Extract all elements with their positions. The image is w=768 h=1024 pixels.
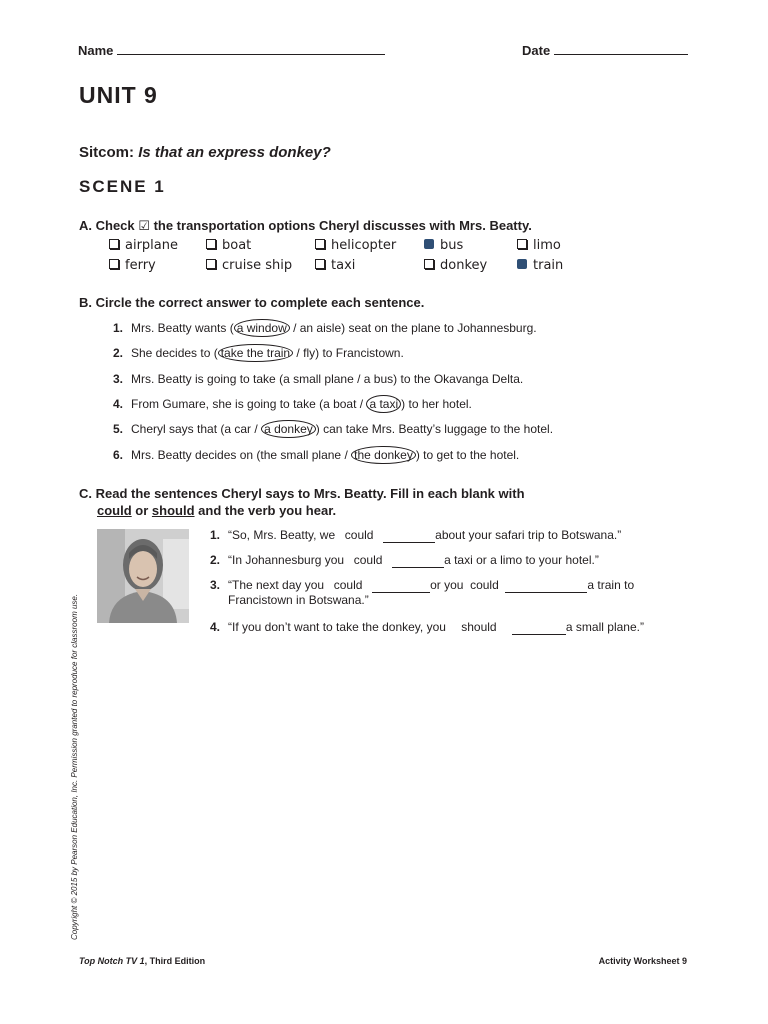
sentence-start: Mrs. Beatty is going to take ( [131, 371, 284, 386]
circled-answer: a taxi [366, 395, 401, 413]
answer-option: a car [224, 422, 252, 437]
sentence-c-1 [210, 528, 621, 543]
item-number: 1. [210, 528, 221, 542]
option-label: bus [440, 238, 464, 253]
could-word: could [97, 503, 132, 518]
footer-worksheet: Activity Worksheet 9 [598, 956, 687, 966]
sentence-start: Mrs. Beatty wants ( [131, 321, 234, 335]
sentence-c-4 [210, 620, 644, 635]
sentence-b-6 [113, 448, 519, 462]
checkbox-icon[interactable] [206, 259, 216, 269]
option-cruise-ship[interactable] [206, 258, 292, 273]
option-bus[interactable] [424, 238, 463, 253]
answer-word: could [353, 553, 383, 567]
item-number: 4. [113, 396, 124, 411]
should-word: should [151, 503, 195, 518]
fill-in-blank[interactable] [512, 620, 566, 635]
sentence-end: ) to her hotel. [401, 396, 472, 411]
section-a-instruction-pre: Check [95, 218, 135, 233]
option-label: taxi [331, 258, 356, 273]
sentence-end: a small plane.” [565, 620, 644, 634]
name-field [78, 43, 385, 58]
sentence-start: Mrs. Beatty decides on ( [131, 447, 261, 462]
name-label: Name [78, 43, 114, 58]
date-field [522, 43, 688, 58]
section-c-line1: Read the sentences Cheryl says to Mrs. Beatty. Fill in each blank with [95, 486, 525, 501]
sentence-c-3 [210, 578, 634, 607]
sitcom-title: Is that an express donkey? [138, 144, 331, 161]
section-b-instruction [79, 295, 424, 310]
item-number: 5. [113, 422, 124, 437]
item-number: 2. [210, 553, 221, 567]
option-airplane[interactable] [109, 238, 178, 253]
name-line [117, 54, 385, 55]
option-train[interactable] [517, 258, 563, 273]
sentence-end: about your safari trip to Botswana.” [435, 528, 622, 542]
footer-edition: , Third Edition [144, 956, 206, 966]
date-line [554, 54, 688, 55]
option-label: boat [222, 238, 252, 253]
option-separator: / [289, 321, 300, 335]
answer-option: fly [303, 346, 316, 361]
sentence-c-2 [210, 553, 599, 568]
circled-answer: the donkey [351, 446, 416, 464]
checkbox-icon[interactable] [315, 259, 325, 269]
fill-in-blank[interactable] [383, 528, 435, 543]
answer-option: a bus [363, 371, 394, 386]
circled-answer: a donkey [261, 420, 316, 438]
or-word: or [135, 503, 149, 518]
checkbox-checked-icon: ☑ [138, 218, 150, 233]
sentence-b-5 [113, 422, 553, 436]
checkbox-icon[interactable] [315, 239, 325, 249]
sentence-start: From Gumare, she is going to take ( [131, 396, 324, 411]
item-number: 1. [113, 321, 124, 335]
unit-title: UNIT 9 [79, 82, 158, 108]
option-label: ferry [125, 258, 156, 273]
option-donkey[interactable] [424, 258, 487, 273]
section-a-instruction-post: the transportation options Cheryl discusses with Mrs. Beatty. [153, 218, 532, 233]
fill-in-blank[interactable] [372, 578, 430, 593]
option-separator: / [293, 346, 304, 361]
footer-book [79, 956, 205, 966]
cheryl-photo [97, 529, 189, 623]
sitcom-heading [79, 144, 331, 161]
checkbox-icon[interactable] [109, 259, 119, 269]
option-separator: / [353, 371, 364, 386]
sentence-end: ) to Francistown. [315, 346, 404, 361]
copyright-notice: Copyright © 2015 by Pearson Education, Inc. Permission granted to reproduce for classroom use. [70, 593, 79, 940]
checkbox-icon[interactable] [424, 259, 434, 269]
option-label: airplane [125, 238, 178, 253]
section-c-letter: C. [79, 486, 92, 501]
sentence-end: ) seat on the plane to Johannesburg. [341, 321, 537, 335]
answer-option: a boat [323, 396, 357, 411]
answer-option: a small plane [283, 371, 354, 386]
section-b-letter: B. [79, 295, 92, 310]
option-label: train [533, 258, 564, 273]
circled-answer: a window [234, 319, 290, 337]
option-ferry[interactable] [109, 258, 156, 273]
sentence-start: Cheryl says that ( [131, 422, 225, 437]
section-b-instruction-text: Circle the correct answer to complete each sentence. [95, 295, 425, 310]
option-limo[interactable] [517, 238, 561, 253]
sentence-start: “If you don’t want to take the donkey, you [228, 620, 446, 634]
option-label: cruise ship [222, 258, 293, 273]
answer-word: could [344, 528, 374, 542]
option-label: helicopter [331, 238, 397, 253]
option-separator: / [251, 422, 262, 437]
checkbox-icon[interactable] [517, 239, 527, 249]
fill-in-blank[interactable] [392, 553, 444, 568]
date-label: Date [522, 43, 551, 58]
option-taxi[interactable] [315, 258, 355, 273]
checkbox-checked-icon[interactable] [517, 259, 527, 269]
sentence-start: She decides to ( [131, 346, 218, 361]
cheryl-portrait-image [97, 529, 189, 623]
sentence-middle: or you [430, 578, 464, 592]
option-label: limo [533, 238, 561, 253]
answer-option: the small plane [260, 447, 342, 462]
answer-word: should [461, 620, 497, 634]
sentence-start: “In Johannesburg you [228, 553, 345, 567]
sentence-b-3 [113, 372, 523, 386]
sitcom-label: Sitcom: [79, 144, 135, 161]
option-boat[interactable] [206, 238, 251, 253]
checkbox-checked-icon[interactable] [424, 239, 434, 249]
section-a-letter: A. [79, 218, 92, 233]
sentence-b-1 [113, 321, 537, 335]
checkbox-icon[interactable] [206, 239, 216, 249]
sentence-b-4 [113, 397, 472, 411]
option-helicopter[interactable] [315, 238, 396, 253]
option-label: donkey [440, 258, 488, 273]
item-number: 3. [113, 371, 124, 386]
answer-word: could [333, 578, 363, 592]
item-number: 6. [113, 447, 124, 462]
sentence-end: a train to [587, 578, 635, 592]
sentence-start: “So, Mrs. Beatty, we [228, 528, 336, 542]
checkbox-icon[interactable] [109, 239, 119, 249]
answer-word-2: could [470, 578, 499, 592]
sentence-end: ) to the Okavanga Delta. [393, 371, 524, 386]
footer-book-title: Top Notch TV 1 [79, 956, 145, 966]
sentence-continuation: Francistown in Botswana.” [228, 593, 369, 607]
item-number: 3. [210, 578, 221, 592]
item-number: 2. [113, 346, 124, 361]
section-a-instruction [79, 218, 532, 234]
sentence-end: ) can take Mrs. Beatty’s luggage to the hotel. [315, 422, 554, 437]
section-c-instruction [79, 485, 539, 519]
sentence-b-2 [113, 346, 404, 360]
option-separator: / [341, 447, 352, 462]
option-separator: / [356, 396, 367, 411]
scene-heading: SCENE 1 [79, 177, 166, 196]
section-c-line2: and the verb you hear. [198, 503, 337, 518]
circled-answer: take the train [218, 344, 293, 362]
sentence-end: a taxi or a limo to your hotel.” [444, 553, 599, 567]
fill-in-blank-2[interactable] [505, 578, 587, 593]
sentence-start: “The next day you [228, 578, 325, 592]
sentence-end: ) to get to the hotel. [415, 447, 520, 462]
answer-option: an aisle [299, 321, 342, 335]
item-number: 4. [210, 620, 221, 634]
